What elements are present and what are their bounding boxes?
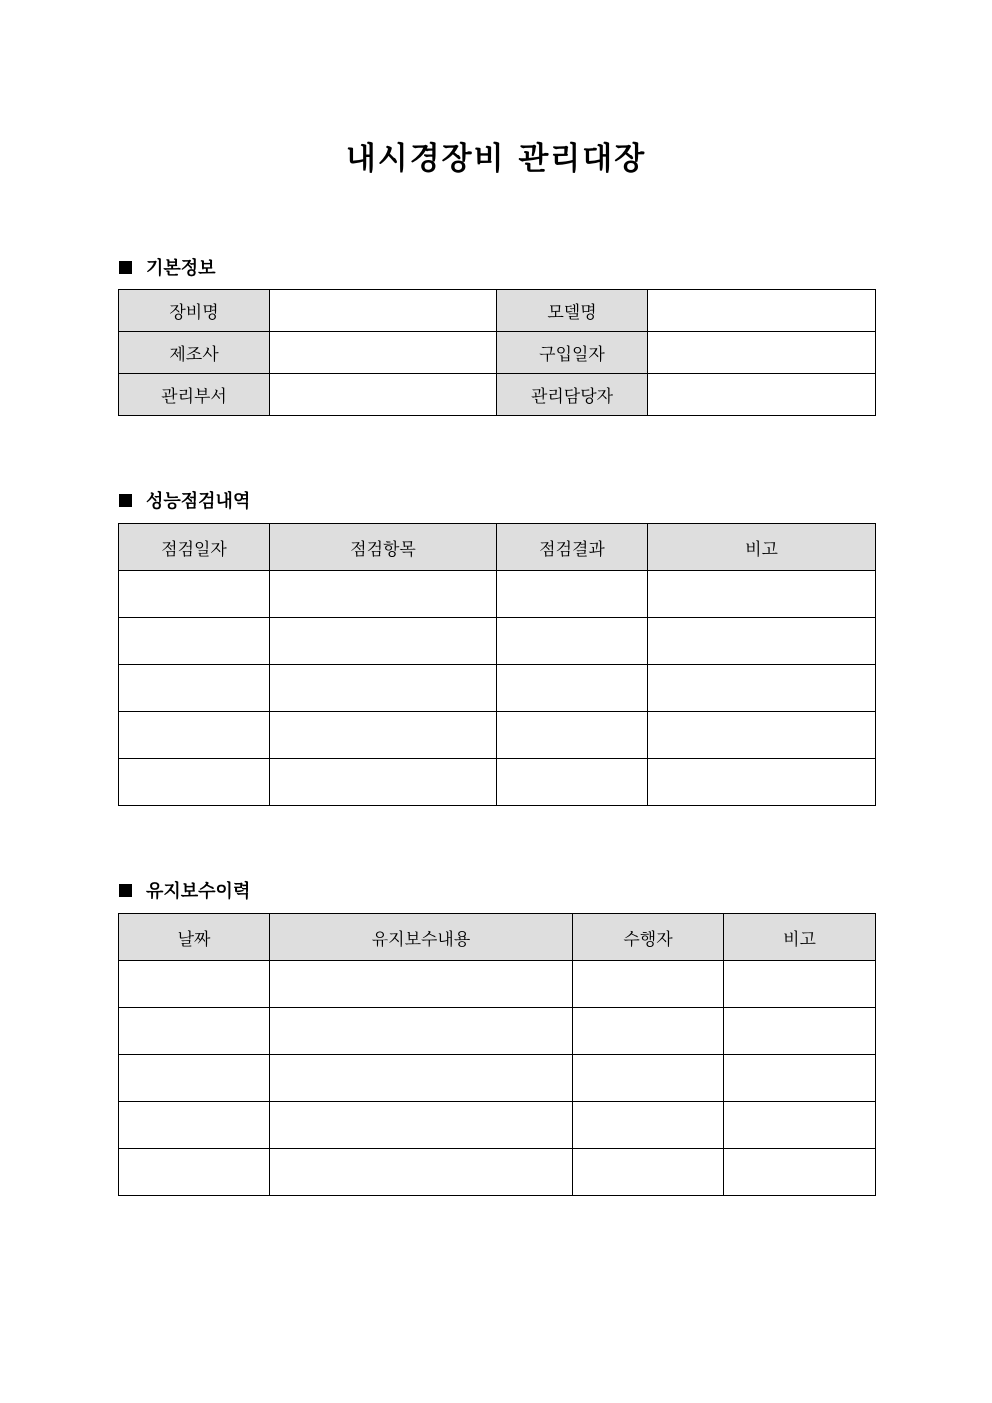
- label-equipment-name: 장비명: [119, 290, 270, 332]
- column-header: 비고: [648, 524, 876, 571]
- performer-cell[interactable]: [573, 1149, 724, 1196]
- maintenance-content-cell[interactable]: [270, 961, 573, 1008]
- inspection-item-cell[interactable]: [270, 665, 497, 712]
- maintenance-content-cell[interactable]: [270, 1055, 573, 1102]
- table-row: [119, 618, 876, 665]
- managing-department-field[interactable]: [270, 374, 497, 416]
- table-row: [119, 1149, 876, 1196]
- label-managing-department: 관리부서: [119, 374, 270, 416]
- page-title: 내시경장비 관리대장: [345, 141, 647, 177]
- table-row: [119, 332, 876, 374]
- table-row: [119, 665, 876, 712]
- label-model-name: 모델명: [497, 290, 648, 332]
- maintenance-date-cell[interactable]: [119, 1102, 270, 1149]
- table-row: [119, 961, 876, 1008]
- inspection-item-cell[interactable]: [270, 618, 497, 665]
- inspection-table: [118, 523, 876, 806]
- column-header: 점검항목: [270, 524, 497, 571]
- maintenance-content-cell[interactable]: [270, 1149, 573, 1196]
- inspection-date-cell[interactable]: [119, 665, 270, 712]
- maintenance-content-cell[interactable]: [270, 1008, 573, 1055]
- column-header: 비고: [724, 914, 876, 961]
- table-row: [119, 759, 876, 806]
- performer-cell[interactable]: [573, 961, 724, 1008]
- basic-info-table: [118, 289, 876, 416]
- section-heading-maintenance: [119, 877, 250, 903]
- column-header: 날짜: [119, 914, 270, 961]
- column-header: 점검일자: [119, 524, 270, 571]
- inspection-item-cell[interactable]: [270, 759, 497, 806]
- table-header-row: [119, 524, 876, 571]
- inspection-result-cell[interactable]: [497, 759, 648, 806]
- inspection-item-cell[interactable]: [270, 712, 497, 759]
- inspection-result-cell[interactable]: [497, 712, 648, 759]
- table-header-row: [119, 914, 876, 961]
- column-header: 유지보수내용: [270, 914, 573, 961]
- purchase-date-field[interactable]: [648, 332, 876, 374]
- inspection-date-cell[interactable]: [119, 759, 270, 806]
- maintenance-date-cell[interactable]: [119, 1149, 270, 1196]
- inspection-result-cell[interactable]: [497, 618, 648, 665]
- table-row: [119, 1102, 876, 1149]
- inspection-date-cell[interactable]: [119, 571, 270, 618]
- table-row: [119, 374, 876, 416]
- remarks-cell[interactable]: [648, 618, 876, 665]
- maintenance-date-cell[interactable]: [119, 961, 270, 1008]
- square-bullet-icon: [119, 494, 132, 507]
- remarks-cell[interactable]: [648, 571, 876, 618]
- maintenance-date-cell[interactable]: [119, 1055, 270, 1102]
- remarks-cell[interactable]: [724, 1055, 876, 1102]
- remarks-cell[interactable]: [724, 1008, 876, 1055]
- section-heading-label: 유지보수이력: [146, 881, 251, 902]
- remarks-cell[interactable]: [724, 1149, 876, 1196]
- maintenance-date-cell[interactable]: [119, 1008, 270, 1055]
- maintenance-content-cell[interactable]: [270, 1102, 573, 1149]
- inspection-date-cell[interactable]: [119, 618, 270, 665]
- section-heading-label: 성능점검내역: [146, 491, 251, 512]
- performer-cell[interactable]: [573, 1008, 724, 1055]
- square-bullet-icon: [119, 261, 132, 274]
- remarks-cell[interactable]: [724, 961, 876, 1008]
- inspection-result-cell[interactable]: [497, 665, 648, 712]
- label-manager: 관리담당자: [497, 374, 648, 416]
- table-row: [119, 1055, 876, 1102]
- inspection-item-cell[interactable]: [270, 571, 497, 618]
- section-heading-label: 기본정보: [146, 258, 216, 279]
- inspection-result-cell[interactable]: [497, 571, 648, 618]
- maintenance-table: [118, 913, 876, 1196]
- remarks-cell[interactable]: [648, 759, 876, 806]
- table-row: [119, 1008, 876, 1055]
- remarks-cell[interactable]: [648, 665, 876, 712]
- section-heading-inspection: [119, 487, 250, 513]
- remarks-cell[interactable]: [648, 712, 876, 759]
- manager-field[interactable]: [648, 374, 876, 416]
- performer-cell[interactable]: [573, 1055, 724, 1102]
- manufacturer-field[interactable]: [270, 332, 497, 374]
- label-manufacturer: 제조사: [119, 332, 270, 374]
- section-heading-basic-info: [119, 254, 216, 280]
- equipment-name-field[interactable]: [270, 290, 497, 332]
- table-row: [119, 712, 876, 759]
- column-header: 수행자: [573, 914, 724, 961]
- square-bullet-icon: [119, 884, 132, 897]
- inspection-date-cell[interactable]: [119, 712, 270, 759]
- performer-cell[interactable]: [573, 1102, 724, 1149]
- table-row: [119, 290, 876, 332]
- label-purchase-date: 구입일자: [497, 332, 648, 374]
- column-header: 점검결과: [497, 524, 648, 571]
- model-name-field[interactable]: [648, 290, 876, 332]
- table-row: [119, 571, 876, 618]
- remarks-cell[interactable]: [724, 1102, 876, 1149]
